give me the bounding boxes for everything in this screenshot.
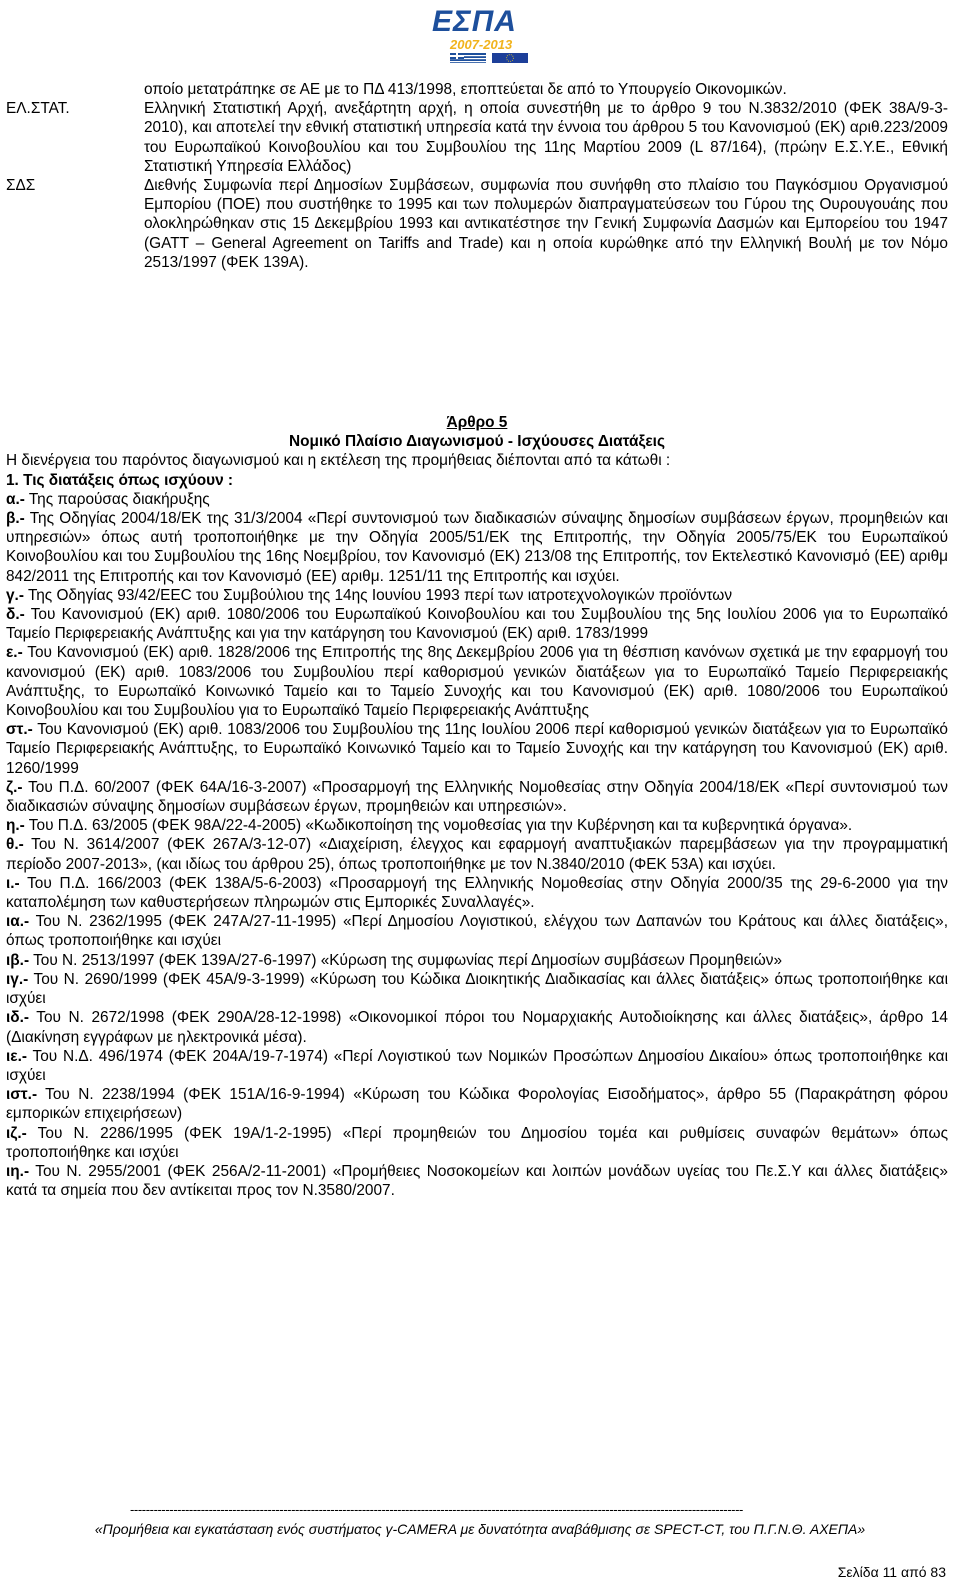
provision-item (6, 586, 948, 605)
provision-text: Του Ν. 2362/1995 (ΦΕΚ 247Α/27-11-1995) «Περί Δημοσίου Λογιστικού, ελέγχου των Δαπανών του Κράτους και άλλες διατάξεις», όπως τροποποιήθηκε και ισχύει (6, 913, 948, 950)
article-5 (6, 413, 948, 1200)
page-number: Σελίδα 11 από 83 (837, 1564, 946, 1580)
footer-separator: ------------------------------------------------------------------------------------------------------------------------------------------------------------ (130, 1502, 743, 1517)
provision-text: Του Κανονισμού (ΕΚ) αριθ. 1080/2006 του Ευρωπαϊκού Κοινοβουλίου και του Συμβουλίου της 5ης Ιουλίου 2006 για το Ευρωπαϊκό Ταμείο Περιφερειακής Ανάπτυξης και για την κατάργηση του Κανονισμού (ΕΚ) αριθ. 1783/1999 (6, 606, 948, 643)
provision-text: Του Π.Δ. 63/2005 (ΦΕΚ 98Α/22-4-2005) «Κωδικοποίηση της νομοθεσίας για την Κυβέρνηση και τα κυβερνητικά όργανα». (24, 817, 853, 835)
provision-text: Του Ν. 2955/2001 (ΦΕΚ 256Α/2-11-2001) «Προμήθειες Νοσοκομείων και λοιπών μονάδων υγείας του Πε.Σ.Υ και άλλες διατάξεις» κατά τα σημεία που δεν αντίκειται προς τον Ν.3580/2007. (6, 1162, 948, 1200)
definition-text: Διεθνής Συμφωνία περί Δημοσίων Συμβάσεων, συμφωνία που συνήφθη στο πλαίσιο του Παγκόσμιου Οργανισμού Εμπορίου (ΠΟΕ) που συστήθηκε το 1995 και των πολυμερών διαπραγματεύσεων του Γύρου της Ουρουγουάης που ολοκληρώθηκαν στις 15 Δεκεμβρίου 1993 και αντικατέστησε την Γενική Συμφωνία Δασμών και Εμπορείου του 1947 (GATT – General Agreement on Tariffs and Trade) και η οποία κυρώθηκε από την Ελληνική Βουλή με τον Νόμο 2513/1997 (ΦΕΚ 139Α). (144, 177, 948, 271)
flags-icon (450, 53, 528, 63)
provision-item (6, 970, 948, 1008)
definition-text: οποίο μετατράπηκε σε ΑΕ με το ΠΔ 413/1998, εποπτεύεται δε από το Υπουργείο Οικονομικών. (144, 81, 787, 98)
definition-term: ΕΛ.ΣΤΑΤ. (6, 100, 70, 118)
section-heading: 1. Τις διατάξεις όπως ισχύουν : (6, 471, 234, 489)
definition-row (6, 80, 948, 99)
provision-item (6, 720, 948, 778)
article-subtitle: Νομικό Πλαίσιο Διαγωνισμού - Ισχύουσες Διατάξεις (289, 433, 665, 451)
provision-label: θ.- (6, 836, 24, 854)
provision-item (6, 778, 948, 816)
provision-label: ιβ.- (6, 951, 30, 969)
provision-label: α.- (6, 490, 25, 508)
provision-label: β.- (6, 510, 25, 528)
provision-label: ζ.- (6, 778, 23, 796)
provision-item (6, 951, 948, 970)
provision-item (6, 509, 948, 586)
provision-item (6, 1124, 948, 1162)
provision-text: Της Οδηγίας 93/42/ΕΕC του Συμβούλιου της 14ης Ιουνίου 1993 περί των ιατροτεχνολογικών προϊόντων (23, 586, 733, 604)
provision-text: Της Οδηγίας 2004/18/ΕΚ της 31/3/2004 «Περί συντονισμού των διαδικασιών σύναψης δημοσίων συμβάσεων έργων, προμηθειών και υπηρεσιών» όπως αυτή τροποποιήθηκε με την Οδηγία 2005/51/ΕΚ της Επιτροπής, την Οδηγία 2005/75/ΕΚ του Ευρωπαϊκού Κοινοβουλίου και του Συμβουλίου της 16ης Νοεμβρίου, τον Κανονισμό (ΕΚ) 213/08 της Επιτροπής, τον Εκτελεστικό Κανονισμό (ΕΕ) αριθμ 842/2011 της Επιτροπής και τον Κανονισμό (ΕΕ) αριθμ. 1251/11 της Επιτροπής και ισχύει. (6, 510, 948, 585)
provision-text: Του Ν. 3614/2007 (ΦΕΚ 267Α/3-12-07) «Διαχείριση, έλεγχος και εφαρμογή αναπτυξιακών παρεμβάσεων για την προγραμματική περίοδο 2007-2013», (και ιδίως του άρθρου 25), όπως τροποποιήθηκε με τον Ν.3840/2010 (ΦΕΚ 53Α) και ισχύει. (6, 836, 948, 873)
provision-text: Του Π.Δ. 166/2003 (ΦΕΚ 138Α/5-6-2003) «Προσαρμογή της Ελληνικής Νομοθεσίας στην Οδηγία 2000/35 της 29-6-2000 για την καταπολέμηση των καθυστερήσεων πληρωμών στις Εμπορικές Συναλλαγές». (6, 874, 948, 912)
provision-label: ιγ.- (6, 970, 29, 988)
provision-label: γ.- (6, 586, 24, 604)
provision-item (6, 643, 948, 720)
provision-label: στ.- (6, 721, 33, 739)
definition-term: ΣΔΣ (6, 177, 36, 195)
provision-item (6, 816, 948, 835)
article-intro: Η διενέργεια του παρόντος διαγωνισμού και η εκτέλεση της προμήθειας διέπονται από τα κάτωθι : (6, 452, 671, 470)
provision-item (6, 835, 948, 873)
espa-logo (428, 5, 533, 65)
provision-label: δ.- (6, 606, 25, 624)
provision-text: Του Ν. 2672/1998 (ΦΕΚ 290Α/28-12-1998) «Οικονομικοί πόροι του Νομαρχιακής Αυτοδιοίκησης και άλλες διατάξεις», άρθρο 14 (Διακίνηση εγγράφων με ηλεκτρονικά μέσα). (6, 1009, 948, 1046)
provision-item (6, 1047, 948, 1085)
provision-text: Του Ν. 2513/1997 (ΦΕΚ 139Α/27-6-1997) «Κύρωση της συμφωνίας περί Δημοσίων συμβάσεων Προμηθειών» (29, 951, 783, 969)
definition-row-elstat (6, 99, 948, 176)
provision-label: ια.- (6, 913, 30, 931)
provision-label: ιστ.- (6, 1086, 38, 1104)
provision-item (6, 912, 948, 950)
provision-text: Του Π.Δ. 60/2007 (ΦΕΚ 64Α/16-3-2007) «Προσαρμογή της Ελληνικής Νομοθεσίας στην Οδηγία 2004/18/ΕΚ «Περί συντονισμού των διαδικασιών σύναψης δημοσίων συμβάσεων έργων, προμηθειών και υπηρεσιών». (6, 778, 948, 816)
provision-item (6, 1085, 948, 1123)
provisions-list (6, 490, 948, 1201)
provision-item (6, 605, 948, 643)
footer-title: «Προμήθεια και εγκατάσταση ενός συστήματος γ-CAMERA με δυνατότητα αναβάθμισης σε SPECT-CT, του Π.Γ.Ν.Θ. ΑΧΕΠΑ» (94, 1521, 866, 1537)
definition-row-sds (6, 176, 948, 272)
provision-label: ιε.- (6, 1047, 27, 1065)
article-title: Άρθρο 5 (446, 414, 508, 431)
provision-text: Του Ν. 2238/1994 (ΦΕΚ 151Α/16-9-1994) «Κύρωση του Κώδικα Φορολογίας Εισοδήματος», άρθρο 55 (Παρακράτηση φόρου εμπορικών επιχειρήσεων) (6, 1086, 948, 1123)
provision-item (6, 874, 948, 912)
provision-item (6, 1008, 948, 1046)
provision-label: ε.- (6, 644, 23, 662)
provision-label: ιδ.- (6, 1009, 30, 1027)
provision-label: η.- (6, 817, 25, 835)
logo-years: 2007-2013 (450, 37, 513, 52)
logo-wordmark: ΕΣΠΑ (432, 5, 517, 38)
provision-text: Του Ν.Δ. 496/1974 (ΦΕΚ 204Α/19-7-1974) «Περί Λογιστικού των Νομικών Προσώπων Δημοσίου Δικαίου» όπως τροποποιήθηκε και ισχύει (6, 1047, 948, 1084)
definition-text: Ελληνική Στατιστική Αρχή, ανεξάρτητη αρχή, η οποία συνεστήθη με το άρθρο 9 του Ν.3832/2010 (ΦΕΚ 38Α/9-3-2010), και αποτελεί την εθνική στατιστική υπηρεσία κατά την έννοια του άρθρου 5 του Κανονισμού (ΕΚ) αριθ.223/2009 του Ευρωπαϊκού Κοινοβουλίου και του Συμβουλίου της 11ης Μαρτίου 2009 (L 87/164), (πρώην Ε.Σ.Υ.Ε., Εθνική Στατιστική Υπηρεσία Ελλάδος) (144, 100, 948, 175)
provision-label: ιη.- (6, 1162, 30, 1180)
definitions-list (6, 80, 948, 272)
provision-text: Του Κανονισμού (ΕΚ) αριθ. 1083/2006 του Συμβουλίου της 11ης Ιουλίου 2006 περί καθορισμού γενικών διατάξεων για το Ευρωπαϊκό Ταμείο Περιφερειακής Ανάπτυξης, το Ευρωπαϊκό Κοινωνικό Ταμείο και το Ταμείο Συνοχής και την κατάργηση του Κανονισμού (ΕΚ) αριθ. 1260/1999 (6, 721, 948, 777)
provision-text: Του Κανονισμού (ΕΚ) αριθ. 1828/2006 της Επιτροπής της 8ης Δεκεμβρίου 2006 για τη θέσπιση κανόνων σχετικά με την εφαρμογή του κανονισμού (ΕΚ) αριθ. 1083/2006 του Συμβουλίου περί καθορισμού γενικών διατάξεων για το Ευρωπαϊκό Ταμείο Περιφερειακής Ανάπτυξης, το Ευρωπαϊκό Κοινωνικό Ταμείο και το Ταμείο Συνοχής και του Κανονισμού (ΕΚ) αριθ. 1080/2006 του Ευρωπαϊκού Κοινοβουλίου και του Συμβουλίου για το Ευρωπαϊκό Ταμείο Περιφερειακής Ανάπτυξης (6, 644, 948, 720)
provision-text: Του Ν. 2286/1995 (ΦΕΚ 19Α/1-2-1995) «Περί προμηθειών του Δημοσίου τομέα και ρυθμίσεις συναφών θεμάτων» όπως τροποποιήθηκε και ισχύει (6, 1124, 948, 1161)
provision-text: Του Ν. 2690/1999 (ΦΕΚ 45Α/9-3-1999) «Κύρωση του Κώδικα Διοικητικής Διαδικασίας και άλλες διατάξεις» όπως τροποποιήθηκε και ισχύει (6, 970, 948, 1008)
provision-label: ιζ.- (6, 1124, 27, 1142)
provision-label: ι.- (6, 874, 20, 892)
provision-item (6, 1162, 948, 1200)
provision-item (6, 490, 948, 509)
provision-text: Της παρούσας διακήρυξης (24, 490, 210, 508)
